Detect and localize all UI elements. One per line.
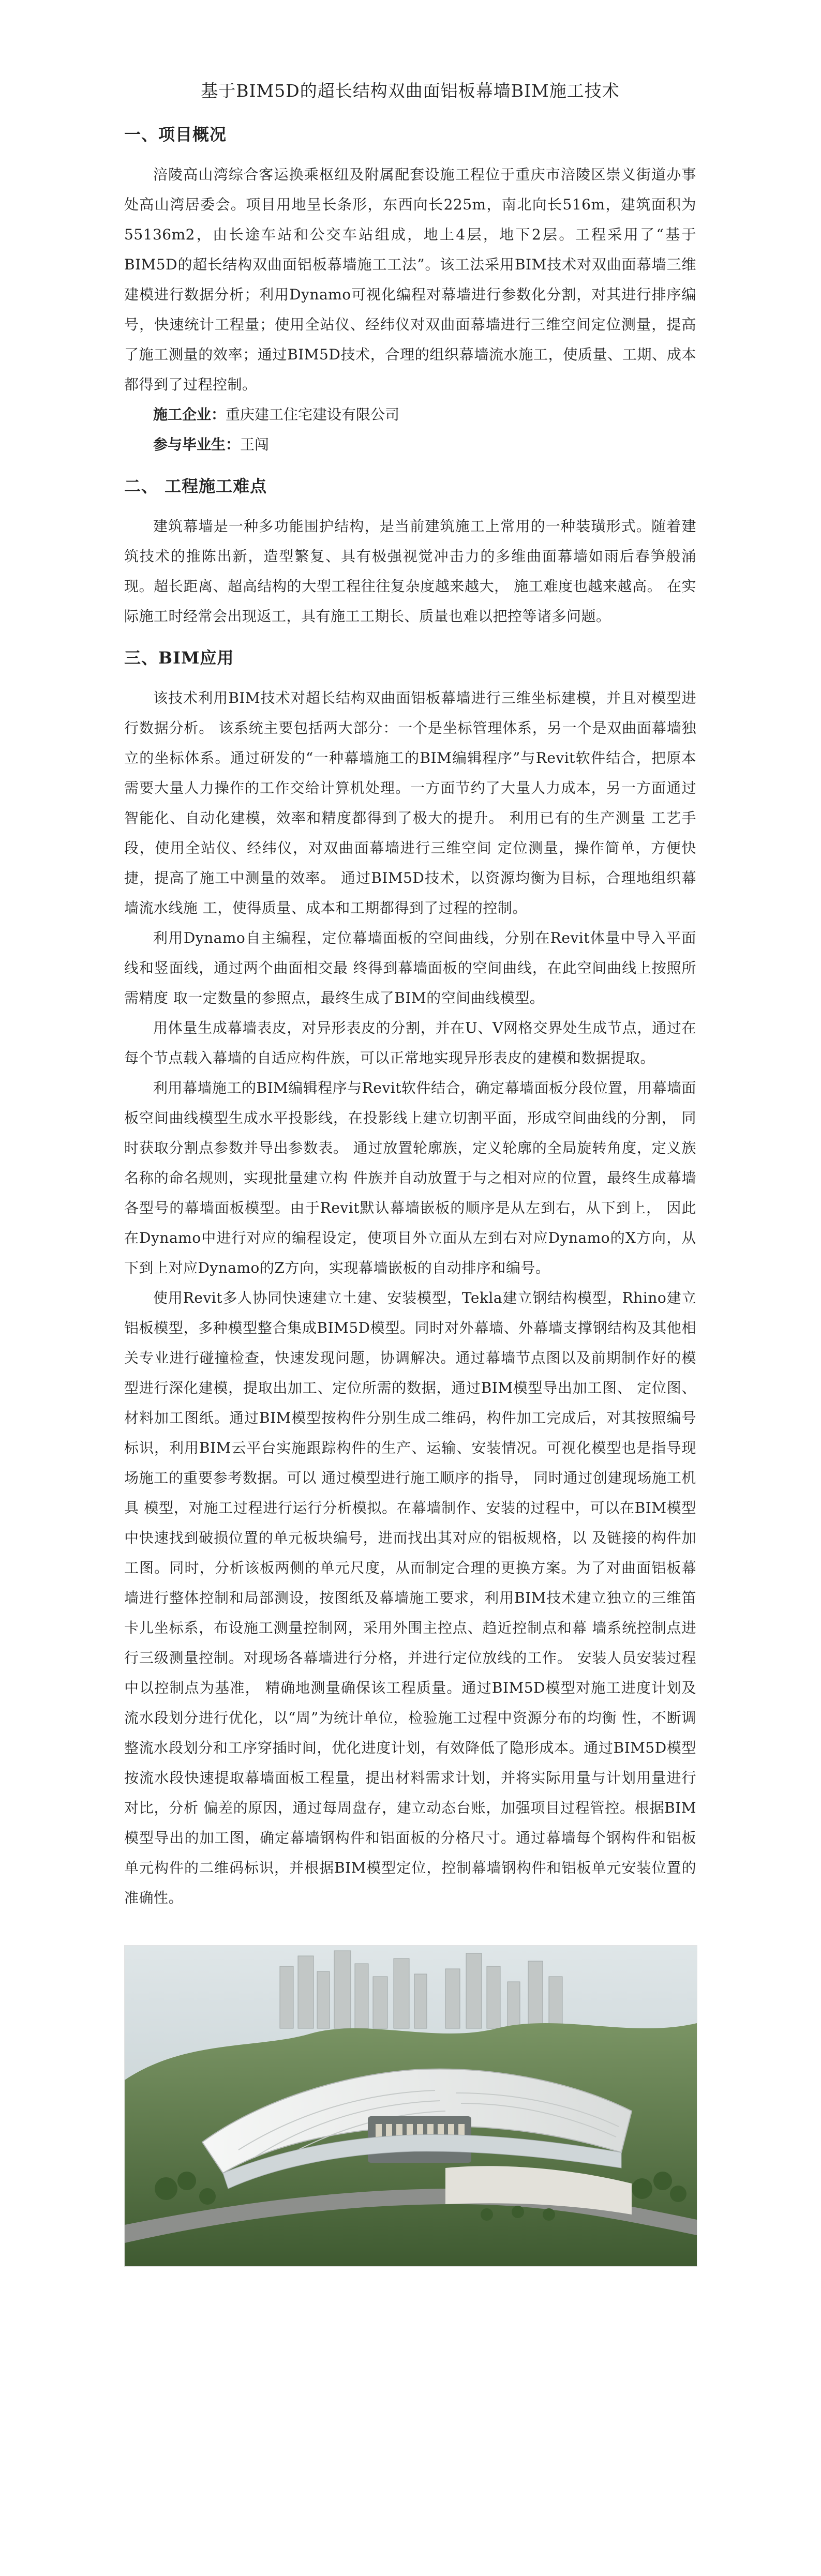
document-content: [124, 78, 696, 2267]
graduate-label: 参与毕业生：: [153, 436, 241, 453]
construction-company-line: [153, 400, 696, 430]
section-paragraph: 该技术利用BIM技术对超长结构双曲面铝板幕墙进行三维坐标建模，并且对模型进行数据分析。 该系统主要包括两大部分：一个是坐标管理体系，另一个是双曲面幕墙独立的坐标体系。通过研发的“一种幕墙施工的BIM编辑程序”与Revit软件结合，把原本需要大量人力操作的工作交给计算机处理。一方面节约了大量人力成本，另一方面通过智能化、自动化建模，效率和精度都得到了极大的提升。 利用已有的生产测量 工艺手段，使用全站仪、经纬仪，对双曲面幕墙进行三维空间 定位测量，操作简单，方便快捷，提高了施工中测量的效率。 通过BIM5D技术，以资源均衡为目标，合理地组织幕墙流水线施 工，使得质量、成本和工期都得到了过程的控制。: [124, 689, 696, 916]
section-paragraph: 涪陵高山湾综合客运换乘枢纽及附属配套设施工程位于重庆市涪陵区崇义街道办事处高山湾居委会。项目用地呈长条形，东西向长225m，南北向长516m，建筑面积为55136m2，由长途车站和公交车站组成，地上4层，地下2层。工程采用了“基于BIM5D的超长结构双曲面铝板幕墙施工工法”。该工法采用BIM技术对双曲面幕墙三维建模进行数据分析；利用Dynamo可视化编程对幕墙进行参数化分割，对其进行排序编号，快速统计工程量；使用全站仪、经纬仪对双曲面幕墙进行三维空间定位测量，提高了施工测量的效率；通过BIM5D技术，合理的组织幕墙流水施工，使质量、工期、成本都得到了过程控制。: [124, 166, 696, 393]
section-bim-application: [124, 645, 696, 1913]
graduate-line: [153, 430, 696, 460]
construction-company-label: 施工企业：: [153, 406, 226, 423]
construction-company-value: 重庆建工住宅建设有限公司: [226, 406, 400, 423]
section-paragraph: 建筑幕墙是一种多功能围护结构，是当前建筑施工上常用的一种装璜形式。随着建筑技术的推陈出新，造型繁复、具有极强视觉冲击力的多维曲面幕墙如雨后春笋般涌现。超长距离、超高结构的大型工程往往复杂度越来越大， 施工难度也越来越高。 在实际施工时经常会出现返工，具有施工工期长、质量也难以把控等诸多问题。: [124, 518, 696, 625]
document-title: 基于BIM5D的超长结构双曲面铝板幕墙BIM施工技术: [201, 81, 620, 101]
project-rendering-image: [124, 1945, 697, 2267]
rendering-illustration: [125, 1946, 697, 2266]
section-construction-difficulties: [124, 473, 696, 631]
section-paragraph: 利用幕墙施工的BIM编辑程序与Revit软件结合，确定幕墙面板分段位置，用幕墙面板空间曲线模型生成水平投影线，在投影线上建立切割平面，形成空间曲线的分割， 同时获取分割点参数并导出参数表。 通过放置轮廓族，定义轮廓的全局旋转角度，定义族名称的命名规则，实现批量建立构 件族并自动放置于与之相对应的位置，最终生成幕墙各型号的幕墙面板模型。由于Revit默认幕墙嵌板的顺序是从左到右，从下到上， 因此在Dynamo中进行对应的编程设定，使项目外立面从左到右对应Dynamo的X方向，从下到上对应Dynamo的Z方向，实现幕墙嵌板的自动排序和编号。: [124, 1079, 696, 1276]
section-project-overview: [124, 122, 696, 460]
graduate-value: 王闯: [240, 436, 270, 453]
section-paragraph: 使用Revit多人协同快速建立土建、安装模型，Tekla建立钢结构模型，Rhino建立铝板模型，多种模型整合集成BIM5D模型。同时对外幕墙、外幕墙支撑钢结构及其他相关专业进行碰撞检查，快速发现问题，协调解决。通过幕墙节点图以及前期制作好的模型进行深化建模，提取出加工、定位所需的数据，通过BIM模型导出加工图、 定位图、材料加工图纸。通过BIM模型按构件分别生成二维码，构件加工完成后，对其按照编号标识，利用BIM云平台实施跟踪构件的生产、运输、安装情况。可视化模型也是指导现场施工的重要参考数据。可以 通过模型进行施工顺序的指导， 同时通过创建现场施工机具 模型，对施工过程进行运行分析模拟。在幕墙制作、安装的过程中，可以在BIM模型中快速找到破损位置的单元板块编号，进而找出其对应的铝板规格，以 及链接的构件加工图。同时，分析该板两侧的单元尺度，从而制定合理的更换方案。为了对曲面铝板幕墙进行整体控制和局部测设，按图纸及幕墙施工要求，利用BIM技术建立独立的三维笛卡儿坐标系，布设施工测量控制网，采用外围主控点、趋近控制点和幕 墙系统控制点进行三级测量控制。对现场各幕墙进行分格，并进行定位放线的工作。 安装人员安装过程中以控制点为基准， 精确地测量确保该工程质量。通过BIM5D模型对施工进度计划及流水段划分进行优化，以“周”为统计单位，检验施工过程中资源分布的均衡 性，不断调整流水段划分和工序穿插时间，优化进度计划，有效降低了隐形成本。通过BIM5D模型按流水段快速提取幕墙面板工程量，提出材料需求计划，并将实际用量与计划用量进行对比，分析 偏差的原因，通过每周盘存，建立动态台账，加强项目过程管控。根据BIM模型导出的加工图，确定幕墙钢构件和铝面板的分格尺寸。通过幕墙每个钢构件和铝板单元构件的二维码标识，并根据BIM模型定位，控制幕墙钢构件和铝板单元安装位置的准确性。: [124, 1289, 696, 1906]
section-heading: 三、BIM应用: [124, 648, 234, 668]
section-heading: 二、 工程施工难点: [124, 476, 267, 496]
section-paragraph: 用体量生成幕墙表皮，对异形表皮的分割，并在U、V网格交界处生成节点，通过在每个节点载入幕墙的自适应构件族，可以正常地实现异形表皮的建模和数据提取。: [124, 1019, 696, 1066]
section-heading: 一、项目概况: [124, 125, 227, 144]
section-paragraph: 利用Dynamo自主编程，定位幕墙面板的空间曲线，分别在Revit体量中导入平面线和竖面线，通过两个曲面相交最 终得到幕墙面板的空间曲线，在此空间曲线上按照所需精度 取一定数量的参照点，最终生成了BIM的空间曲线模型。: [124, 929, 696, 1006]
